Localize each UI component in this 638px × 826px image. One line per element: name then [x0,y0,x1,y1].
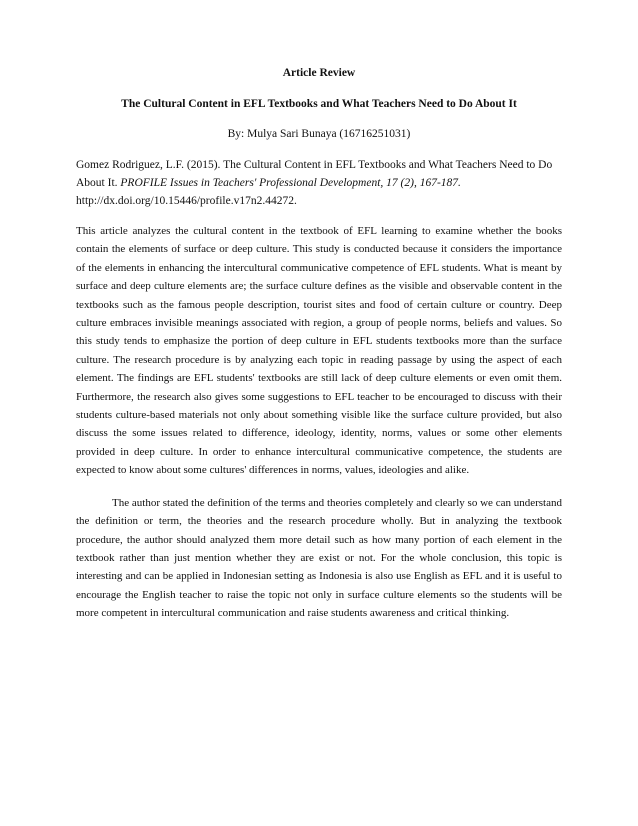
document-page [76,66,562,637]
evaluation-paragraph: The author stated the definition of the terms and theories completely and clearly so we can understand the definition or term, the theories and the research procedure wholly. But in analyzing the textbook procedure, the author should analyzed them more detail such as how many portion of each element in the textbook rather than just mention whether they are exist or not. For the whole conclusion, this topic is interesting and can be applied in Indonesian setting as Indonesia is also use English as EFL and it is useful to encourage the English teacher to raise the topic not only in surface culture elements so the students will be more competent in intercultural communication and raise students awareness and critical thinking. [76,496,562,620]
reference-authors: Gomez Rodriguez, L.F. (2015). The Cultural Content in EFL Textbooks and What Teachers Need to Do About It. [76,159,553,189]
document-type-heading: Article Review [282,67,356,79]
article-title: The Cultural Content in EFL Textbooks and What Teachers Need to Do About It [121,98,517,110]
reference-citation [76,156,562,210]
author-byline: By: Mulya Sari Bunaya (16716251031) [227,128,411,140]
reference-doi: http://dx.doi.org/10.15446/profile.v17n2.44272. [76,195,297,207]
summary-paragraph: This article analyzes the cultural content in the textbook of EFL learning to examine whether the books contain the elements of surface or deep culture. This study is conducted because it considers the importance of the elements in enhancing the intercultural communicative competence of EFL students. What is meant by surface and deep culture elements are; the surface culture defines as the visible and observable content in the textbooks such as the famous people description, tourist sites and food of certain culture or country. Deep culture embraces invisible meanings associated with region, a group of people norms, beliefs and values. So this study tends to emphasize the portion of deep culture in EFL students textbooks more than the surface culture. The research procedure is by analyzing each topic in reading passage by using the aspect of each element. The findings are EFL students' textbooks are still lack of deep culture elements or even omit them. Furthermore, the research also gives some suggestions to EFL teacher to be encouraged to discuss with their students culture-based materials not only about something visible like the surface culture provided, but also discuss the some issues related to difference, ideology, identity, norms, values or some other elements provided in deep culture. In order to enhance intercultural communicative competence, the students are expected to know about some cultures' differences in norms, values, ideologies and alike. [76,225,562,477]
reference-journal: PROFILE Issues in Teachers' Professional Development, 17 (2), 167-187. [120,177,461,189]
